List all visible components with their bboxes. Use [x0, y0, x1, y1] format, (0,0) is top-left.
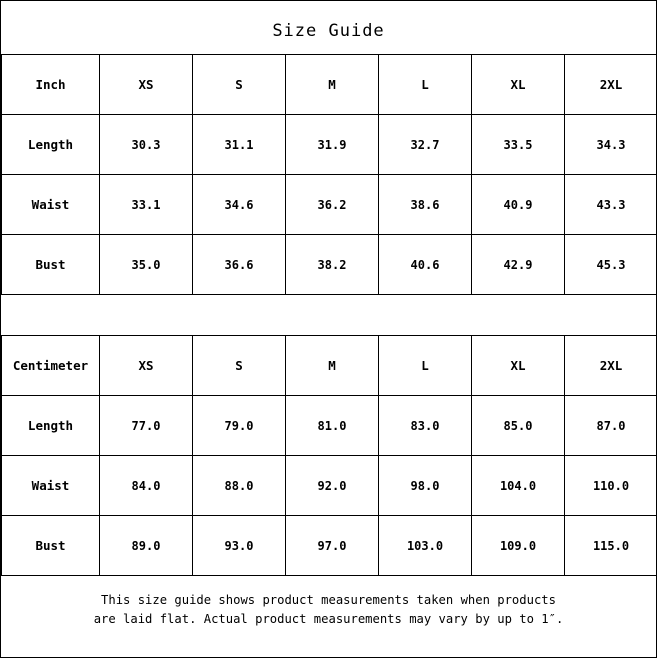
measurement-cell: 104.0 — [472, 456, 565, 516]
column-header: S — [193, 336, 286, 396]
table-row — [2, 516, 657, 576]
measurement-cell: 36.2 — [286, 175, 379, 235]
column-header: XS — [100, 336, 193, 396]
measurement-cell: 32.7 — [379, 115, 472, 175]
measurement-cell: 35.0 — [100, 235, 193, 295]
measurement-cell: 92.0 — [286, 456, 379, 516]
table-separator — [1, 295, 656, 335]
measurement-cell: 83.0 — [379, 396, 472, 456]
measurement-cell: 115.0 — [565, 516, 657, 576]
measurement-cell: 40.9 — [472, 175, 565, 235]
page-title: Size Guide — [272, 21, 385, 41]
row-label: Bust — [2, 235, 100, 295]
centimeter-size-table — [1, 335, 657, 576]
measurement-cell: 98.0 — [379, 456, 472, 516]
row-label: Waist — [2, 456, 100, 516]
row-label: Waist — [2, 175, 100, 235]
table-row — [2, 235, 657, 295]
column-header: L — [379, 336, 472, 396]
measurement-cell: 109.0 — [472, 516, 565, 576]
table-row — [2, 456, 657, 516]
measurement-cell: 33.1 — [100, 175, 193, 235]
measurement-cell: 36.6 — [193, 235, 286, 295]
measurement-cell: 97.0 — [286, 516, 379, 576]
measurement-cell: 34.6 — [193, 175, 286, 235]
measurement-cell: 85.0 — [472, 396, 565, 456]
row-label: Length — [2, 115, 100, 175]
unit-label: Centimeter — [2, 336, 100, 396]
row-label: Length — [2, 396, 100, 456]
column-header: XS — [100, 55, 193, 115]
measurement-cell: 87.0 — [565, 396, 657, 456]
measurement-cell: 38.2 — [286, 235, 379, 295]
table-header-row — [2, 336, 657, 396]
table-header-row — [2, 55, 657, 115]
column-header: M — [286, 55, 379, 115]
column-header: M — [286, 336, 379, 396]
column-header: S — [193, 55, 286, 115]
measurement-cell: 77.0 — [100, 396, 193, 456]
measurement-cell: 110.0 — [565, 456, 657, 516]
measurement-cell: 79.0 — [193, 396, 286, 456]
measurement-cell: 81.0 — [286, 396, 379, 456]
measurement-cell: 34.3 — [565, 115, 657, 175]
measurement-cell: 31.1 — [193, 115, 286, 175]
measurement-cell: 40.6 — [379, 235, 472, 295]
measurement-cell: 89.0 — [100, 516, 193, 576]
measurement-cell: 84.0 — [100, 456, 193, 516]
measurement-cell: 33.5 — [472, 115, 565, 175]
table-row — [2, 396, 657, 456]
footer-note — [1, 576, 656, 629]
column-header: 2XL — [565, 336, 657, 396]
inch-size-table — [1, 54, 657, 295]
measurement-cell: 88.0 — [193, 456, 286, 516]
measurement-cell: 31.9 — [286, 115, 379, 175]
measurement-cell: 30.3 — [100, 115, 193, 175]
column-header: L — [379, 55, 472, 115]
measurement-cell: 43.3 — [565, 175, 657, 235]
measurement-cell: 38.6 — [379, 175, 472, 235]
column-header: XL — [472, 55, 565, 115]
measurement-cell: 42.9 — [472, 235, 565, 295]
measurement-cell: 45.3 — [565, 235, 657, 295]
row-label: Bust — [2, 516, 100, 576]
column-header: 2XL — [565, 55, 657, 115]
table-row — [2, 115, 657, 175]
footer-line-2: are laid flat. Actual product measurements may vary by up to 1″. — [93, 611, 564, 626]
column-header: XL — [472, 336, 565, 396]
unit-label: Inch — [2, 55, 100, 115]
measurement-cell: 103.0 — [379, 516, 472, 576]
table-row — [2, 175, 657, 235]
footer-line-1: This size guide shows product measurements taken when products — [101, 593, 556, 607]
measurement-cell: 93.0 — [193, 516, 286, 576]
